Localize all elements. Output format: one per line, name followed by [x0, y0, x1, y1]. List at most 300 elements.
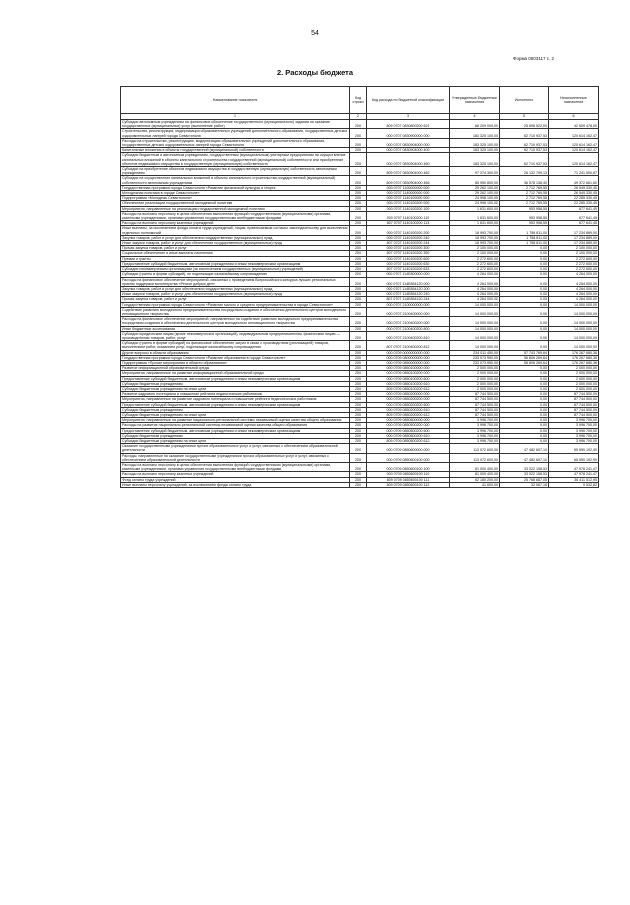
row-classification-cell: 000 0707 114E854120 200 [367, 286, 450, 291]
header-remaining: Неисполненные назначения [549, 87, 599, 114]
row-classification-cell: 000 0709 0850600100 110 [367, 472, 450, 477]
row-remaining-cell: 26 549 330,45 [549, 191, 599, 196]
row-code-cell: 200 [350, 392, 367, 397]
row-remaining-cell: 14 000 000,00 [549, 317, 599, 326]
row-remaining-cell: 71 241 500,87 [549, 167, 599, 176]
row-name-cell: Расходы на выплаты персоналу в целях обеспечения выполнения функций государственными (муниципальными) органами, казенными учреждениями, органами управления государственными внебюджетными фондами [121, 463, 350, 472]
row-approved-cell: 1 631 600,00 [450, 221, 500, 226]
row-code-cell: 200 [350, 381, 367, 386]
row-name-cell: Расходы, направленные на оказание государственными учреждениями прочих образовательных услуг и услуг, связанных с обеспечением образовательной деятельности [121, 453, 350, 462]
row-remaining-cell: 2 000 000,00 [549, 371, 599, 376]
row-approved-cell: 4 264 000,00 [450, 292, 500, 297]
table-row [121, 453, 599, 462]
column-number: 3 [367, 114, 450, 120]
row-name-cell: Субсидии на приобретение объектов недвижимого имущества в государственную (муниципальную) собственность автономным учреждениям [121, 167, 350, 176]
row-executed-cell: 0,00 [500, 246, 549, 251]
row-remaining-cell: 176 267 680,36 [549, 350, 599, 355]
row-executed-cell: 0,00 [500, 381, 549, 386]
row-executed-cell: 0,00 [500, 418, 549, 423]
table-row [121, 355, 599, 360]
row-remaining-cell: 65 590 192,90 [549, 453, 599, 462]
row-approved-cell: 62 180 200,00 [450, 477, 500, 482]
row-classification-cell: 000 0707 114E854120 240 [367, 292, 450, 297]
row-classification-cell: 000 0707 0830904000 400 [367, 148, 450, 153]
row-remaining-cell: 176 267 680,36 [549, 355, 599, 360]
row-code-cell: 200 [350, 120, 367, 129]
table-row [121, 201, 599, 206]
row-name-cell: Закупка товаров, работ и услуг для обеспечения государственных (муниципальных) нужд [121, 286, 350, 291]
row-classification-cell: 000 0709 0850200200 600 [367, 402, 450, 407]
row-code-cell: 200 [350, 407, 367, 412]
row-approved-cell: 97 374 300,00 [450, 167, 500, 176]
row-remaining-cell: 14 000 000,00 [549, 331, 599, 340]
row-executed-cell: 26 132 799,13 [500, 167, 549, 176]
row-approved-cell: 183 325 100,00 [450, 138, 500, 147]
row-remaining-cell: 87 744 500,00 [549, 392, 599, 397]
row-name-cell: Премии и гранты [121, 256, 350, 261]
row-remaining-cell: 47 978 241,47 [549, 463, 599, 472]
row-name-cell: Субсидии некоммерческим организациям (за исключением государственных (муниципальных) учреждений) [121, 267, 350, 272]
row-code-cell: 200 [350, 482, 367, 487]
row-classification-cell: 000 0709 0850500200 610 [367, 433, 450, 438]
row-approved-cell: 2 000 000,00 [450, 366, 500, 371]
row-name-cell: Мероприятия, направленные на развитие кадрового потенциала и повышение рейтинга педагогических работников [121, 397, 350, 402]
row-remaining-cell: 22 285 330,45 [549, 196, 599, 201]
row-classification-cell: 000 0707 1140100200 000 [367, 201, 450, 206]
budget-expenses-table [120, 86, 599, 488]
row-classification-cell: 809 0709 0850500200 612 [367, 439, 450, 444]
row-classification-cell: 000 0709 0850000000 000 [367, 360, 450, 365]
page-number: 54 [311, 30, 319, 37]
row-executed-cell: 0,00 [500, 366, 549, 371]
row-code-cell: 200 [350, 433, 367, 438]
row-classification-cell: 000 0709 0850600100 000 [367, 453, 450, 462]
row-code-cell: 200 [350, 371, 367, 376]
row-name-cell: Государственная программа города Севастополя «Развитие физической культуры и спорта [121, 185, 350, 190]
table-row [121, 482, 599, 487]
row-remaining-cell: 3 996 700,00 [549, 439, 599, 444]
row-classification-cell: 000 0709 0850500000 000 [367, 418, 450, 423]
row-executed-cell: 1 758 811,00 [500, 235, 549, 240]
row-code-cell: 200 [350, 307, 367, 316]
table-header-row [121, 87, 599, 114]
row-approved-cell: 1 631 600,00 [450, 211, 500, 220]
row-approved-cell: 29 262 100,00 [450, 191, 500, 196]
row-remaining-cell: 677 641,45 [549, 221, 599, 226]
column-number: 2 [350, 114, 367, 120]
row-executed-cell: 0,00 [500, 341, 549, 350]
row-approved-cell: 3 996 700,00 [450, 439, 500, 444]
row-remaining-cell: 49 372 661,60 [549, 176, 599, 185]
row-code-cell: 200 [350, 292, 367, 297]
row-classification-cell: 000 0709 0850200200 000 [367, 397, 450, 402]
row-remaining-cell: 2 000 000,00 [549, 366, 599, 371]
table-row [121, 472, 599, 477]
row-classification-cell: 000 0707 2100400200 800 [367, 326, 450, 331]
row-name-cell: Расходы на выплаты персоналу в целях обеспечения выполнения функций государственными (муниципальными) органами, казенными учреждениями, органами управления государственными внебюджетными фондами [121, 211, 350, 220]
row-executed-cell: 56 806 269,64 [500, 355, 549, 360]
row-approved-cell: 14 000 000,00 [450, 341, 500, 350]
table-row [121, 307, 599, 316]
table-row [121, 360, 599, 365]
row-approved-cell: 29 262 100,00 [450, 185, 500, 190]
row-approved-cell: 2 100 000,00 [450, 251, 500, 256]
row-remaining-cell: 120 614 162,47 [549, 129, 599, 138]
row-remaining-cell: 87 744 500,00 [549, 402, 599, 407]
row-name-cell: Государственная программа города Севастополя «Развитие образования в городе Севастополе» [121, 355, 350, 360]
row-executed-cell: 0,00 [500, 292, 549, 297]
row-remaining-cell: 120 614 162,47 [549, 153, 599, 167]
row-executed-cell: 25 698 522,00 [500, 120, 549, 129]
row-name-cell: Подпрограмма «Прочие мероприятия в области образования» [121, 360, 350, 365]
row-classification-cell: 000 0707 0830904000 000 [367, 138, 450, 147]
table-row [121, 176, 599, 185]
row-name-cell: Расходы на выплаты персоналу казенных учреждений [121, 472, 350, 477]
row-remaining-cell: 4 264 000,00 [549, 277, 599, 286]
header-executed: Исполнено [500, 87, 549, 114]
row-approved-cell: 183 325 100,00 [450, 153, 500, 167]
row-name-cell: Иные бюджетные ассигнования [121, 326, 350, 331]
row-remaining-cell: 4 264 000,00 [549, 292, 599, 297]
table-row [121, 277, 599, 286]
table-row [121, 148, 599, 153]
row-code-cell: 200 [350, 267, 367, 272]
row-classification-cell: 000 0709 0850500200 000 [367, 423, 450, 428]
row-code-cell: 200 [350, 477, 367, 482]
table-row [121, 317, 599, 326]
row-name-cell: Субсидии бюджетным учреждениям [121, 381, 350, 386]
row-remaining-cell: 4 264 000,00 [549, 297, 599, 302]
row-remaining-cell: 9 532,82 [549, 482, 599, 487]
row-approved-cell: 18 993 700,00 [450, 235, 500, 240]
row-remaining-cell: 22 285 330,45 [549, 201, 599, 206]
row-code-cell: 200 [350, 221, 367, 226]
row-name-cell: Мероприятия, направленные на развитие национально-региональной системы независимой оценки качества общего образования [121, 418, 350, 423]
row-classification-cell: 807 0707 1140100200 350 [367, 251, 450, 256]
column-number: 6 [549, 114, 599, 120]
row-code-cell: 200 [350, 196, 367, 201]
row-code-cell: 200 [350, 355, 367, 360]
row-approved-cell: 85 950 800,00 [450, 176, 500, 185]
row-executed-cell: 953 958,55 [500, 221, 549, 226]
row-approved-cell: 183 325 100,00 [450, 129, 500, 138]
row-name-cell: Субсидии (гранты в форме субсидий), не подлежащие казначейскому сопровождению [121, 272, 350, 277]
row-name-cell: Предоставление субсидий бюджетным, автономным учреждениям и иным некоммерческим организациям [121, 428, 350, 433]
row-classification-cell: 000 0707 114E854120 000 [367, 277, 450, 286]
row-executed-cell: 25 768 687,05 [500, 477, 549, 482]
row-name-cell: Строительство, реконструкция, модернизация образовательных учреждений дополнительного образования, государственных детских оздоровительных лагерей города Севастополя [121, 129, 350, 138]
row-approved-cell: 24 998 100,00 [450, 196, 500, 201]
row-remaining-cell: 87 744 500,00 [549, 407, 599, 412]
row-approved-cell: 113 072 600,00 [450, 444, 500, 453]
row-code-cell: 200 [350, 138, 367, 147]
row-name-cell: Прочая закупка товаров, работ и услуг [121, 246, 350, 251]
row-name-cell: Обеспечение реализации государственной молодежной политики [121, 201, 350, 206]
row-executed-cell: 0,00 [500, 286, 549, 291]
row-executed-cell: 33 022 158,53 [500, 472, 549, 477]
row-code-cell: 200 [350, 277, 367, 286]
row-remaining-cell: 120 614 162,47 [549, 148, 599, 153]
row-executed-cell: 0,00 [500, 376, 549, 381]
row-classification-cell: 000 0709 0850600100 100 [367, 463, 450, 472]
row-classification-cell: 000 0707 1140000000 000 [367, 191, 450, 196]
row-remaining-cell: 2 100 000,00 [549, 246, 599, 251]
row-code-cell: 200 [350, 153, 367, 167]
row-code-cell: 200 [350, 206, 367, 211]
row-name-cell: Развитие информационной образовательной среды [121, 366, 350, 371]
row-name-cell: Социальное обеспечение и иные выплаты населению [121, 251, 350, 256]
row-approved-cell: 4 264 000,00 [450, 286, 500, 291]
table-row [121, 241, 599, 246]
row-classification-cell: 000 0707 2100000000 000 [367, 302, 450, 307]
row-code-cell: 200 [350, 423, 367, 428]
row-name-cell: Предоставление субсидий бюджетным, автономным учреждениям и иным некоммерческим организациям [121, 376, 350, 381]
row-executed-cell: 0,00 [500, 302, 549, 307]
row-classification-cell: 000 0709 0850200200 610 [367, 407, 450, 412]
row-executed-cell: 0,00 [500, 251, 549, 256]
row-classification-cell: 000 0709 0850100200 610 [367, 381, 450, 386]
row-name-cell: Молодежная политика в городе Севастополе» [121, 191, 350, 196]
row-remaining-cell: 2 100 000,00 [549, 251, 599, 256]
header-classification: Код расхода по бюджетной классификации [367, 87, 450, 114]
row-name-cell: Расходы на развитие национально-региональной системы независимой оценки качества общего образования [121, 423, 350, 428]
row-name-cell: Иные выплаты персоналу учреждений, за исключением фонда оплаты труда [121, 482, 350, 487]
row-code-cell: 200 [350, 191, 367, 196]
row-name-cell: Субсидии бюджетным учреждениям на иные цели [121, 412, 350, 417]
row-executed-cell: 0,00 [500, 392, 549, 397]
row-classification-cell: 807 0707 2100400200 812 [367, 341, 450, 350]
row-remaining-cell: 4 264 000,00 [549, 272, 599, 277]
row-executed-cell: 0,00 [500, 267, 549, 272]
row-classification-cell: 000 0707 1140100200 100 [367, 206, 450, 211]
column-number: 1 [121, 114, 350, 120]
row-code-cell: 200 [350, 272, 367, 277]
table-row [121, 120, 599, 129]
row-name-cell: Капитальные вложения в объекты государственной (муниципальной) собственности [121, 148, 350, 153]
row-classification-cell: 000 0707 114E800000 000 [367, 272, 450, 277]
row-code-cell: 200 [350, 376, 367, 381]
table-row [121, 211, 599, 220]
row-remaining-cell: 3 996 700,00 [549, 418, 599, 423]
row-remaining-cell: 677 641,45 [549, 206, 599, 211]
row-executed-cell: 0,00 [500, 297, 549, 302]
row-classification-cell: 000 0707 2100400000 000 [367, 307, 450, 316]
table-row [121, 444, 599, 453]
row-approved-cell: 68 209 000,00 [450, 120, 500, 129]
row-executed-cell: 0,00 [500, 423, 549, 428]
row-code-cell: 200 [350, 326, 367, 331]
section-title: 2. Расходы бюджета [276, 68, 354, 77]
row-executed-cell: 0,00 [500, 331, 549, 340]
row-executed-cell: 953 958,55 [500, 211, 549, 220]
row-remaining-cell: 2 000 000,00 [549, 381, 599, 386]
row-executed-cell: 0,00 [500, 256, 549, 261]
row-code-cell: 200 [350, 176, 367, 185]
row-classification-cell: 000 0709 0850100200 000 [367, 371, 450, 376]
row-remaining-cell: 42 509 478,00 [549, 120, 599, 129]
row-remaining-cell: 4 264 000,00 [549, 286, 599, 291]
row-code-cell: 200 [350, 251, 367, 256]
row-classification-cell: 809 0707 0830800200 621 [367, 120, 450, 129]
row-approved-cell: 233 073 950,00 [450, 360, 500, 365]
row-executed-cell: 0,00 [500, 439, 549, 444]
row-remaining-cell: 65 590 192,90 [549, 444, 599, 453]
row-classification-cell: 809 0709 0850100200 612 [367, 386, 450, 391]
row-executed-cell: 0,00 [500, 397, 549, 402]
row-classification-cell: 000 0707 1140100200 200 [367, 226, 450, 235]
row-executed-cell: 2 712 769,55 [500, 196, 549, 201]
row-name-cell: Оказание государственными учреждениями прочих образовательных услуг и услуг, связанных с обеспечением образовательной деятельности [121, 444, 350, 453]
row-code-cell: 200 [350, 472, 367, 477]
row-classification-cell: 807 0707 1140100200 113 [367, 221, 450, 226]
row-code-cell: 200 [350, 350, 367, 355]
row-remaining-cell: 2 272 600,00 [549, 256, 599, 261]
column-number: 5 [500, 114, 549, 120]
row-remaining-cell: 14 000 000,00 [549, 302, 599, 307]
header-approved: Утвержденные бюджетные назначения [450, 87, 500, 114]
row-approved-cell: 4 264 000,00 [450, 272, 500, 277]
table-row [121, 341, 599, 350]
row-executed-cell: 2 712 769,55 [500, 201, 549, 206]
row-executed-cell: 0,00 [500, 277, 549, 286]
row-remaining-cell: 47 978 241,47 [549, 472, 599, 477]
row-code-cell: 200 [350, 302, 367, 307]
row-approved-cell: 14 000 000,00 [450, 326, 500, 331]
row-name-cell: Закупка товаров, работ и услуг для обеспечения государственных (муниципальных) нужд [121, 235, 350, 240]
row-code-cell: 200 [350, 297, 367, 302]
row-approved-cell: 3 996 700,00 [450, 433, 500, 438]
row-name-cell: Мероприятия, направленные на реализацию государственной молодежной политики [121, 206, 350, 211]
row-approved-cell: 4 264 000,00 [450, 277, 500, 286]
row-approved-cell: 2 000 000,00 [450, 376, 500, 381]
row-approved-cell: 14 000 000,00 [450, 317, 500, 326]
row-code-cell: 200 [350, 453, 367, 462]
row-classification-cell: 807 0707 1140100200 244 [367, 241, 450, 246]
row-executed-cell: 0,00 [500, 371, 549, 376]
row-remaining-cell: 2 272 600,00 [549, 261, 599, 266]
row-classification-cell: 000 0709 0850500200 600 [367, 428, 450, 433]
row-approved-cell: 113 072 600,00 [450, 453, 500, 462]
row-executed-cell: 953 958,55 [500, 206, 549, 211]
row-executed-cell: 0,00 [500, 272, 549, 277]
row-approved-cell: 87 744 500,00 [450, 407, 500, 412]
row-name-cell: Субсидии на осуществление капитальных вложений в объекты капитального строительства государственной (муниципальной) собственности автономным учреждениям [121, 176, 350, 185]
row-remaining-cell: 87 744 500,00 [549, 412, 599, 417]
row-approved-cell: 2 100 000,00 [450, 246, 500, 251]
row-code-cell: 200 [350, 402, 367, 407]
row-code-cell: 200 [350, 261, 367, 266]
row-name-cell: Расходы на выплаты персоналу казенных учреждений [121, 221, 350, 226]
row-classification-cell: 000 0709 0800000000 000 [367, 355, 450, 360]
row-executed-cell: 0,00 [500, 317, 549, 326]
row-code-cell: 200 [350, 418, 367, 423]
row-approved-cell: 2 272 600,00 [450, 261, 500, 266]
row-approved-cell: 3 996 700,00 [450, 418, 500, 423]
row-code-cell: 200 [350, 444, 367, 453]
row-remaining-cell: 17 234 889,00 [549, 235, 599, 240]
row-classification-cell: 000 0709 0850200000 000 [367, 392, 450, 397]
row-executed-cell: 47 482 607,10 [500, 453, 549, 462]
row-name-cell: Субсидии бюджетным учреждениям [121, 407, 350, 412]
row-approved-cell: 14 000 000,00 [450, 331, 500, 340]
row-executed-cell: 36 578 138,40 [500, 176, 549, 185]
row-classification-cell: 000 0707 2100400200 000 [367, 317, 450, 326]
row-approved-cell: 14 000 000,00 [450, 302, 500, 307]
row-classification-cell: 807 0707 1140100200 633 [367, 267, 450, 272]
row-classification-cell: 809 0707 0830904000 462 [367, 167, 450, 176]
row-classification-cell: 809 0709 0850200200 612 [367, 412, 450, 417]
row-executed-cell: 0,00 [500, 402, 549, 407]
row-code-cell: 200 [350, 256, 367, 261]
row-remaining-cell: 677 641,45 [549, 211, 599, 220]
row-approved-cell: 14 000 000,00 [450, 307, 500, 316]
row-remaining-cell: 87 744 500,00 [549, 397, 599, 402]
row-approved-cell: 2 272 600,00 [450, 256, 500, 261]
table-row [121, 185, 599, 190]
row-classification-cell: 000 0707 1140100200 300 [367, 246, 450, 251]
row-approved-cell: 233 073 950,00 [450, 355, 500, 360]
row-name-cell: Расходы на строительство, реконструкцию, модернизацию образовательных учреждений дополнительного образования, государственных детских оздоровительных лагерей города Севастополя [121, 138, 350, 147]
row-approved-cell: 41 600,00 [450, 482, 500, 487]
row-classification-cell: 809 0707 0830904000 465 [367, 176, 450, 185]
table-row [121, 331, 599, 340]
row-classification-cell: 809 0709 0850600100 111 [367, 477, 450, 482]
row-executed-cell: 0,00 [500, 412, 549, 417]
row-approved-cell: 2 000 000,00 [450, 386, 500, 391]
row-name-cell: Развитие кадрового потенциала и повышение рейтинга педагогических работников [121, 392, 350, 397]
row-code-cell: 200 [350, 331, 367, 340]
row-approved-cell: 183 325 100,00 [450, 148, 500, 153]
row-classification-cell: 000 0709 0000000000 000 [367, 350, 450, 355]
row-approved-cell: 1 631 600,00 [450, 206, 500, 211]
form-code: Форма 0503117 с. 2 [513, 56, 554, 61]
row-approved-cell: 87 744 500,00 [450, 402, 500, 407]
row-name-cell: Иные закупки товаров, работ и услуг для обеспечения государственных (муниципальных) нужд [121, 292, 350, 297]
row-name-cell: Предоставление субсидий бюджетным, автономным учреждениям и иным некоммерческим организациям [121, 402, 350, 407]
row-code-cell: 200 [350, 185, 367, 190]
row-classification-cell: 000 0707 0830904000 460 [367, 153, 450, 167]
row-classification-cell: 000 0707 0830900000 000 [367, 129, 450, 138]
row-executed-cell: 33 022 158,53 [500, 463, 549, 472]
row-executed-cell: 62 710 937,53 [500, 148, 549, 153]
row-name-cell: Субсидии бюджетным учреждениям на иные цели [121, 386, 350, 391]
row-name-cell: Субсидии автономным учреждениям на финансовое обеспечение государственного (муниципального) задания на оказание государственных (муниципальных) услуг (выполнение работ) [121, 120, 350, 129]
table-row [121, 191, 599, 196]
row-name-cell: Мероприятия, направленные на развитие информационной образовательной среды [121, 371, 350, 376]
row-code-cell: 200 [350, 428, 367, 433]
row-approved-cell: 18 993 700,00 [450, 241, 500, 246]
row-code-cell: 200 [350, 360, 367, 365]
row-classification-cell: 809 0709 0850600100 112 [367, 482, 450, 487]
row-code-cell: 200 [350, 211, 367, 220]
row-remaining-cell: 26 549 330,45 [549, 185, 599, 190]
table-row [121, 226, 599, 235]
row-remaining-cell: 2 000 000,00 [549, 376, 599, 381]
row-name-cell: Подпрограмма «Молодежь Севастополя» [121, 196, 350, 201]
row-approved-cell: 2 000 000,00 [450, 381, 500, 386]
row-executed-cell: 47 482 607,10 [500, 444, 549, 453]
row-code-cell: 200 [350, 148, 367, 153]
row-classification-cell: 000 0709 0850100000 000 [367, 366, 450, 371]
row-code-cell: 200 [350, 317, 367, 326]
row-approved-cell: 81 000 400,00 [450, 472, 500, 477]
header-name: Наименование показателя [121, 87, 350, 114]
row-executed-cell: 0,00 [500, 428, 549, 433]
row-executed-cell: 2 712 769,55 [500, 191, 549, 196]
row-code-cell: 200 [350, 412, 367, 417]
row-classification-cell: 000 0707 1140100200 240 [367, 235, 450, 240]
column-number: 4 [450, 114, 500, 120]
